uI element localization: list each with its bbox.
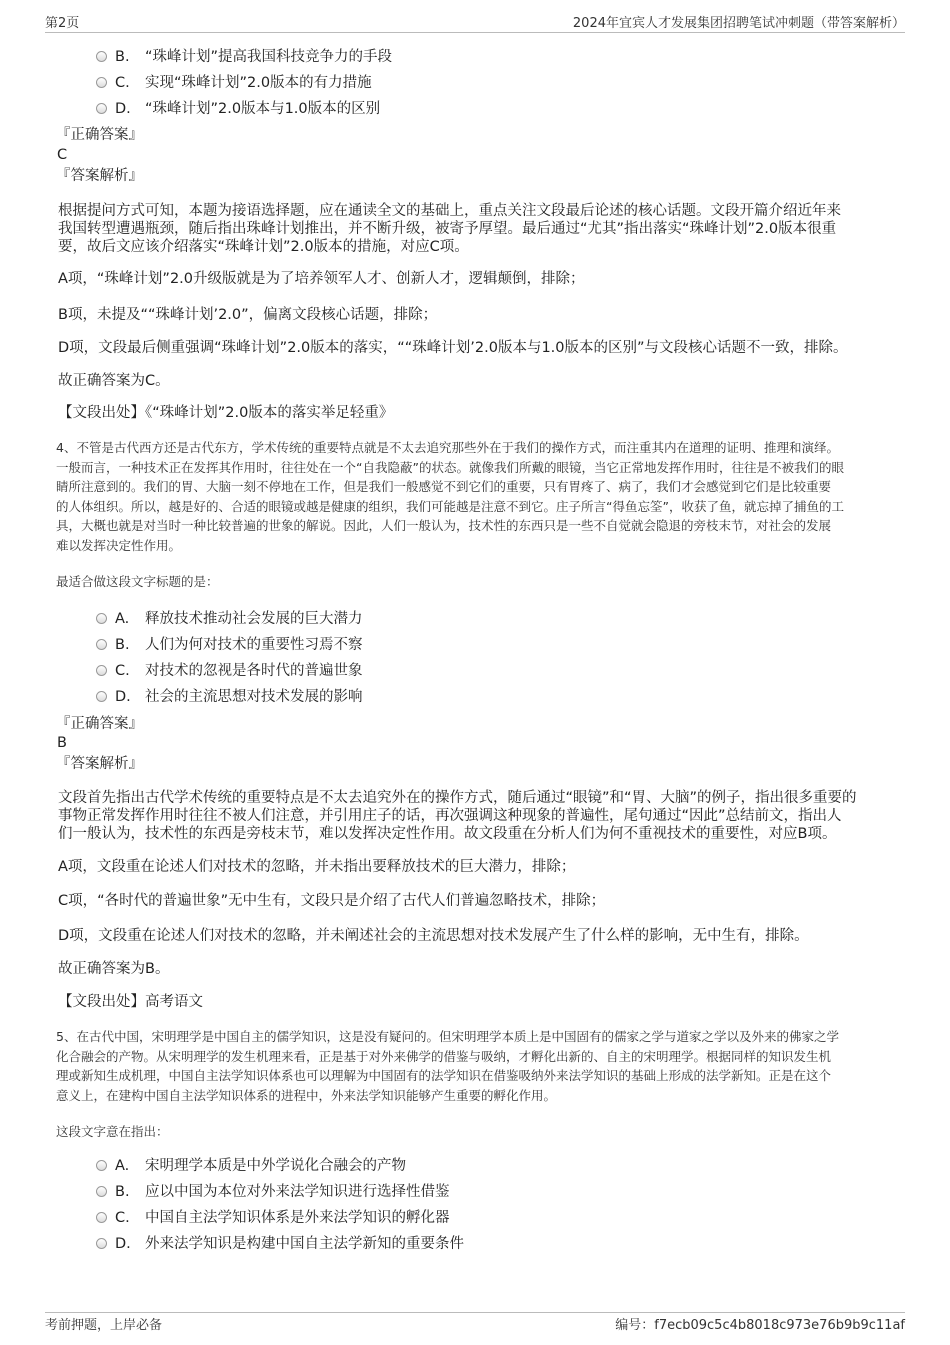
option-text: “珠峰计划”2.0版本与1.0版本的区别 — [145, 101, 381, 117]
analysis-item-b: B项，未提及““珠峰计划’2.0”，偏离文段核心话题，排除； — [58, 307, 438, 323]
q4-option-a[interactable] — [96, 610, 363, 628]
footer-divider — [45, 1312, 905, 1313]
stem-line: 化合融会的产物。从宋明理学的发生机理来看，正是基于对外来佛学的借鉴与吸纳，才孵化出新的、自主的宋明理学。根据同样的知识发生机 — [56, 1048, 832, 1064]
document-id: 编号：f7ecb09c5c4b8018c973e76b9b9c11af — [615, 1318, 905, 1333]
question-stem — [56, 438, 844, 556]
stem-line: 具，大概也就是对当时一种比较普遍的世象的解说。因此，人们一般认为，技术性的东西只是一些不自觉就会隐退的旁枝末节，对社会的发展 — [56, 518, 832, 534]
q4-option-d[interactable] — [96, 688, 363, 706]
option-text: 中国自主法学知识体系是外来法学知识的孵化器 — [145, 1210, 450, 1226]
option-letter: B. — [115, 637, 130, 653]
analysis-line: 文段首先指出古代学术传统的重要特点是不太去追究外在的操作方式，随后通过“眼镜”和“胃、大脑”的例子，指出很多重要的 — [58, 790, 857, 806]
analysis-line: 根据提问方式可知，本题为接语选择题，应在通读全文的基础上，重点关注文段最后论述的核心话题。文段开篇介绍近年来 — [58, 203, 841, 219]
analysis-label: 『答案解析』 — [56, 168, 143, 184]
option-text: “珠峰计划”提高我国科技竞争力的手段 — [145, 49, 393, 65]
radio-icon[interactable] — [96, 1186, 107, 1197]
conclusion: 故正确答案为B。 — [58, 961, 170, 977]
radio-icon[interactable] — [96, 1212, 107, 1223]
q5-option-d[interactable] — [96, 1235, 464, 1253]
radio-icon[interactable] — [96, 613, 107, 624]
q3-option-c[interactable] — [96, 74, 372, 92]
analysis-line: 事物正常发挥作用时往往不被人们注意，并引用庄子的话，再次强调这种现象的普遍性，尾句通过“因此”总结前文，指出人 — [58, 808, 842, 824]
q4-option-c[interactable] — [96, 662, 363, 680]
option-letter: C. — [115, 663, 130, 679]
option-letter: A. — [115, 611, 130, 627]
header-divider — [45, 32, 905, 33]
stem-line: 4、不管是古代西方还是古代东方，学术传统的重要特点就是不太去追究那些外在于我们的操作方式，而注重其内在道理的证明、推理和演绎。 — [56, 440, 839, 455]
radio-icon[interactable] — [96, 1160, 107, 1171]
radio-icon[interactable] — [96, 639, 107, 650]
option-text: 外来法学知识是构建中国自主法学新知的重要条件 — [145, 1236, 464, 1252]
option-letter: A. — [115, 1158, 130, 1174]
analysis-line: 我国转型遭遇瓶颈，随后指出珠峰计划推出，并不断升级，被寄予厚望。最后通过“尤其”指出落实“珠峰计划”2.0版本很重 — [58, 221, 837, 237]
radio-icon[interactable] — [96, 77, 107, 88]
option-text: 社会的主流思想对技术发展的影响 — [145, 689, 363, 705]
page-number: 第2页 — [45, 16, 80, 31]
footer-slogan: 考前押题，上岸必备 — [45, 1318, 163, 1333]
analysis-line: 要，故后文应该介绍落实“珠峰计划”2.0版本的措施，对应C项。 — [58, 239, 469, 255]
stem-line: 的人体组织。所以，越是好的、合适的眼镜或越是健康的组织，我们可能越是注意不到它。庄子所言“得鱼忘筌”，收获了鱼，就忘掉了捕鱼的工 — [56, 498, 844, 514]
stem-line: 5、在古代中国，宋明理学是中国自主的儒学知识，这是没有疑问的。但宋明理学本质上是中国固有的儒家之学与道家之学以及外来的佛家之学 — [56, 1029, 839, 1044]
q5-option-a[interactable] — [96, 1157, 406, 1175]
analysis-item-a: A项，“珠峰计划”2.0升级版就是为了培养领军人才、创新人才，逻辑颠倒，排除； — [58, 271, 585, 287]
correct-answer-label: 『正确答案』 — [56, 127, 143, 143]
analysis-line: 们一般认为，技术性的东西是旁枝末节，难以发挥决定性作用。故文段重在分析人们为何不重视技术的重要性，对应B项。 — [58, 826, 837, 842]
stem-line: 意义上，在建构中国自主法学知识体系的进程中，外来法学知识能够产生重要的孵化作用。 — [56, 1087, 557, 1103]
question-prompt: 这段文字意在指出： — [56, 1124, 169, 1139]
analysis-label: 『答案解析』 — [56, 756, 143, 772]
q5-option-b[interactable] — [96, 1183, 450, 1201]
option-letter: D. — [115, 1236, 131, 1252]
stem-line: 难以发挥决定性作用。 — [56, 537, 182, 553]
analysis-item-d: D项，文段重在论述人们对技术的忽略，并未阐述社会的主流思想对技术发展产生了什么样的影响，无中生有，排除。 — [58, 928, 809, 944]
q5-option-c[interactable] — [96, 1209, 450, 1227]
q3-option-d[interactable] — [96, 100, 380, 118]
analysis-paragraph — [58, 789, 857, 843]
analysis-paragraph — [58, 202, 841, 256]
question-stem — [56, 1027, 839, 1105]
radio-icon[interactable] — [96, 665, 107, 676]
option-text: 应以中国为本位对外来法学知识进行选择性借鉴 — [145, 1184, 450, 1200]
conclusion: 故正确答案为C。 — [58, 373, 170, 389]
option-letter: B. — [115, 1184, 130, 1200]
option-letter: D. — [115, 101, 131, 117]
correct-answer-label: 『正确答案』 — [56, 716, 143, 732]
radio-icon[interactable] — [96, 1238, 107, 1249]
analysis-item-d: D项，文段最后侧重强调“珠峰计划”2.0版本的落实，““珠峰计划’2.0版本与1.0版本的区别”与文段核心话题不一致，排除。 — [58, 340, 848, 356]
option-text: 释放技术推动社会发展的巨大潜力 — [145, 611, 363, 627]
stem-line: 睛所注意到的。我们的胃、大脑一刻不停地在工作，但是我们一般感觉不到它们的重要，只有胃疼了、病了，我们才会感觉到它们是比较重要 — [56, 479, 832, 495]
radio-icon[interactable] — [96, 691, 107, 702]
option-text: 人们为何对技术的重要性习焉不察 — [145, 637, 363, 653]
correct-answer: C — [57, 147, 68, 163]
correct-answer: B — [57, 735, 67, 751]
source: 【文段出处】《“珠峰计划”2.0版本的落实举足轻重》 — [58, 405, 394, 421]
analysis-item-a: A项，文段重在论述人们对技术的忽略，并未指出要释放技术的巨大潜力，排除； — [58, 859, 576, 875]
option-letter: D. — [115, 689, 131, 705]
option-letter: C. — [115, 75, 130, 91]
q3-option-b[interactable] — [96, 48, 392, 66]
source: 【文段出处】高考语文 — [58, 994, 203, 1010]
document-title: 2024年宜宾人才发展集团招聘笔试冲刺题（带答案解析） — [572, 16, 905, 31]
option-letter: C. — [115, 1210, 130, 1226]
radio-icon[interactable] — [96, 51, 107, 62]
stem-line: 一般而言，一种技术正在发挥其作用时，往往处在一个“自我隐蔽”的状态。就像我们所戴的眼镜，当它正常地发挥作用时，往往是不被我们的眼 — [56, 459, 844, 475]
option-text: 实现“珠峰计划”2.0版本的有力措施 — [145, 75, 372, 91]
q4-option-b[interactable] — [96, 636, 363, 654]
option-text: 宋明理学本质是中外学说化合融会的产物 — [145, 1158, 406, 1174]
radio-icon[interactable] — [96, 103, 107, 114]
option-letter: B. — [115, 49, 130, 65]
stem-line: 理或新知生成机理，中国自主法学知识体系也可以理解为中国固有的法学知识在借鉴吸纳外来法学知识的基础上形成的法学新知。正是在这个 — [56, 1068, 832, 1084]
question-prompt: 最适合做这段文字标题的是： — [56, 574, 219, 589]
analysis-item-c: C项，“各时代的普遍世象”无中生有，文段只是介绍了古代人们普遍忽略技术，排除； — [58, 893, 606, 909]
option-text: 对技术的忽视是各时代的普遍世象 — [145, 663, 363, 679]
